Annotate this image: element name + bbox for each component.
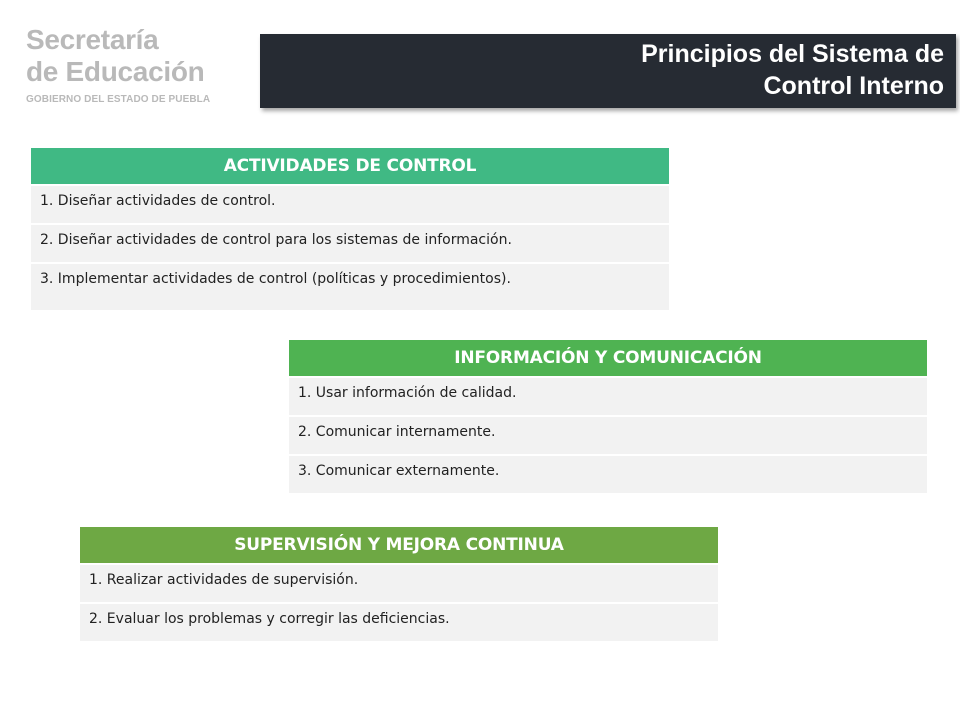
panel-header-supervision: SUPERVISIÓN Y MEJORA CONTINUA [80, 527, 718, 563]
panel-actividades-de-control [31, 148, 669, 310]
secretaria-logo [26, 24, 256, 105]
list-item: 2. Diseñar actividades de control para los sistemas de información. [31, 225, 669, 262]
title-banner [260, 34, 956, 108]
list-item: 2. Evaluar los problemas y corregir las deficiencias. [80, 604, 718, 641]
list-item: 3. Implementar actividades de control (políticas y procedimientos). [31, 264, 669, 310]
list-item: 3. Comunicar externamente. [289, 456, 927, 493]
logo-line-2: de Educación [26, 56, 205, 87]
logo-subtitle: GOBIERNO DEL ESTADO DE PUEBLA [26, 94, 211, 105]
list-item: 1. Realizar actividades de supervisión. [80, 565, 718, 602]
panel-header-actividades: ACTIVIDADES DE CONTROL [31, 148, 669, 184]
title-line-2: Control Interno [763, 72, 944, 100]
list-item: 1. Usar información de calidad. [289, 378, 927, 415]
panel-informacion-y-comunicacion [289, 340, 927, 493]
panel-header-informacion: INFORMACIÓN Y COMUNICACIÓN [289, 340, 927, 376]
title-line-1: Principios del Sistema de [641, 40, 944, 68]
panel-supervision-y-mejora-continua [80, 527, 718, 641]
list-item: 1. Diseñar actividades de control. [31, 186, 669, 223]
logo-line-1: Secretaría [26, 24, 159, 55]
list-item: 2. Comunicar internamente. [289, 417, 927, 454]
